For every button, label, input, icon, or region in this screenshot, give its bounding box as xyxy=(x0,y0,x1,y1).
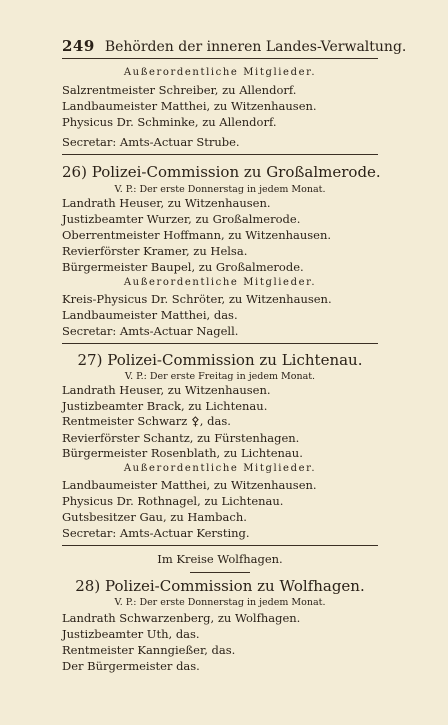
member-name: Rentmeister Schwarz xyxy=(62,414,188,428)
member-line: Landbaumeister Matthei, das. xyxy=(62,308,238,322)
extraordinary-members-heading: Außerordentliche Mitglieder. xyxy=(123,463,317,474)
extraordinary-members-heading: Außerordentliche Mitglieder. xyxy=(123,67,317,78)
member-line: Der Bürgermeister das. xyxy=(62,659,200,673)
running-title: Behörden der inneren Landes-Verwaltung. xyxy=(104,39,407,55)
page-header xyxy=(62,36,407,56)
member-line: Physicus Dr. Schminke, zu Allendorf. xyxy=(62,115,277,129)
section-rule xyxy=(62,154,378,155)
section-rule xyxy=(62,545,378,546)
member-line: Landbaumeister Matthei, zu Witzenhausen. xyxy=(62,478,317,492)
astronomical-symbol-icon: ⚴ xyxy=(191,414,200,428)
commission-heading: 27) Polizei-Commission zu Lichtenau. xyxy=(77,351,363,369)
member-line: Revierförster Schantz, zu Fürstenhagen. xyxy=(62,431,300,445)
commission-heading: 26) Polizei-Commission zu Großalmerode. xyxy=(62,163,381,181)
short-rule xyxy=(190,572,250,573)
section-rule xyxy=(62,343,378,344)
member-line: Justizbeamter Uth, das. xyxy=(62,627,200,641)
member-line: Landrath Schwarzenberg, zu Wolfhagen. xyxy=(62,611,301,625)
member-line: Bürgermeister Baupel, zu Großalmerode. xyxy=(62,260,304,274)
member-line: Landrath Heuser, zu Witzenhausen. xyxy=(62,196,271,210)
page-number: 249 xyxy=(62,37,95,55)
member-line: Justizbeamter Wurzer, zu Großalmerode. xyxy=(62,212,301,226)
member-line xyxy=(62,414,231,428)
member-line: Justizbeamter Brack, zu Lichtenau. xyxy=(62,399,268,413)
member-line: Salzrentmeister Schreiber, zu Allendorf. xyxy=(62,83,297,97)
district-heading: Im Kreise Wolfhagen. xyxy=(157,552,283,566)
member-line: Oberrentmeister Hoffmann, zu Witzenhausen. xyxy=(62,228,332,242)
extraordinary-members-heading: Außerordentliche Mitglieder. xyxy=(123,277,317,288)
secretary-line: Secretar: Amts-Actuar Nagell. xyxy=(62,324,239,338)
member-line: Landrath Heuser, zu Witzenhausen. xyxy=(62,383,271,397)
secretary-line: Secretar: Amts-Actuar Kersting. xyxy=(62,526,250,540)
meeting-schedule: V. P.: Der erste Donnerstag in jedem Monat. xyxy=(114,184,326,195)
member-place: , das. xyxy=(199,414,231,428)
member-line: Landbaumeister Matthei, zu Witzenhausen. xyxy=(62,99,317,113)
meeting-schedule: V. P.: Der erste Donnerstag in jedem Monat. xyxy=(114,597,326,608)
header-rule xyxy=(62,58,378,59)
secretary-line: Secretar: Amts-Actuar Strube. xyxy=(62,135,240,149)
member-line: Gutsbesitzer Gau, zu Hambach. xyxy=(62,510,247,524)
meeting-schedule: V. P.: Der erste Freitag in jedem Monat. xyxy=(124,371,316,382)
commission-heading: 28) Polizei-Commission zu Wolfhagen. xyxy=(75,577,365,595)
member-line: Kreis-Physicus Dr. Schröter, zu Witzenhausen. xyxy=(62,292,332,306)
member-line: Rentmeister Kanngießer, das. xyxy=(62,643,236,657)
member-line: Physicus Dr. Rothnagel, zu Lichtenau. xyxy=(62,494,284,508)
member-line: Revierförster Kramer, zu Helsa. xyxy=(62,244,248,258)
member-line: Bürgermeister Rosenblath, zu Lichtenau. xyxy=(62,446,303,460)
